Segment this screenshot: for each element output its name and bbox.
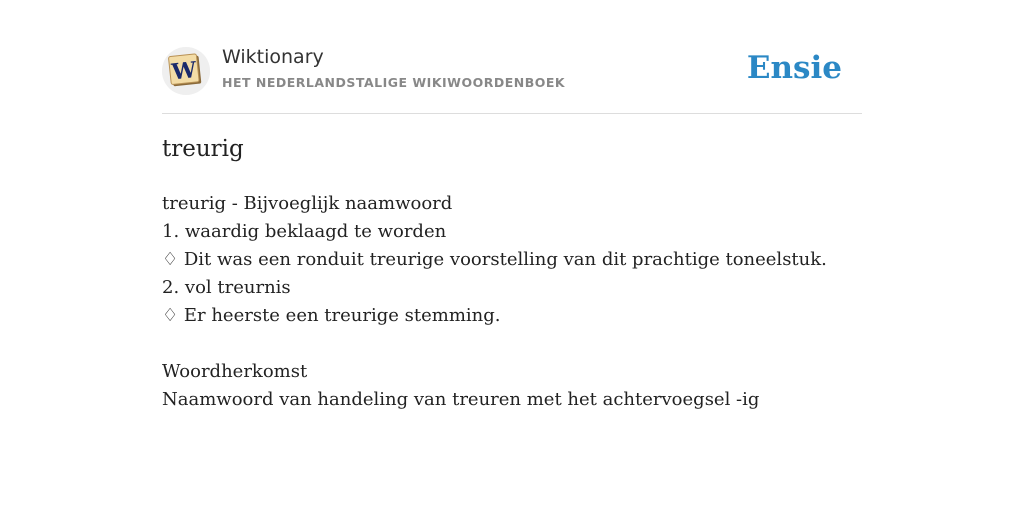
- ensie-brand-link[interactable]: Ensie: [746, 50, 842, 86]
- entry-line-definition-2: 2. vol treurnis: [162, 277, 291, 298]
- entry-title: treurig: [162, 136, 244, 162]
- site-tagline: HET NEDERLANDSTALIGE WIKIWOORDENBOEK: [222, 75, 566, 90]
- etymology-heading: Woordherkomst: [162, 361, 308, 382]
- etymology-text: Naamwoord van handeling van treuren met het achtervoegsel -ig: [162, 389, 760, 410]
- svg-text:W: W: [170, 56, 198, 86]
- entry-line-example-2: ♢ Er heerste een treurige stemming.: [162, 305, 501, 326]
- entry-line-word-class: treurig - Bijvoeglijk naamwoord: [162, 193, 453, 214]
- wiktionary-tile-icon: [162, 47, 210, 95]
- entry-line-blank: [162, 330, 827, 358]
- page-container: [162, 0, 862, 410]
- site-name[interactable]: Wiktionary: [222, 46, 324, 68]
- entry-line-definition-1: 1. waardig beklaagd te worden: [162, 221, 447, 242]
- entry-line-example-1: ♢ Dit was een ronduit treurige voorstelling van dit prachtige toneelstuk.: [162, 249, 827, 270]
- site-header: [162, 0, 862, 114]
- wiktionary-logo[interactable]: [162, 47, 210, 95]
- entry-body: [162, 190, 827, 414]
